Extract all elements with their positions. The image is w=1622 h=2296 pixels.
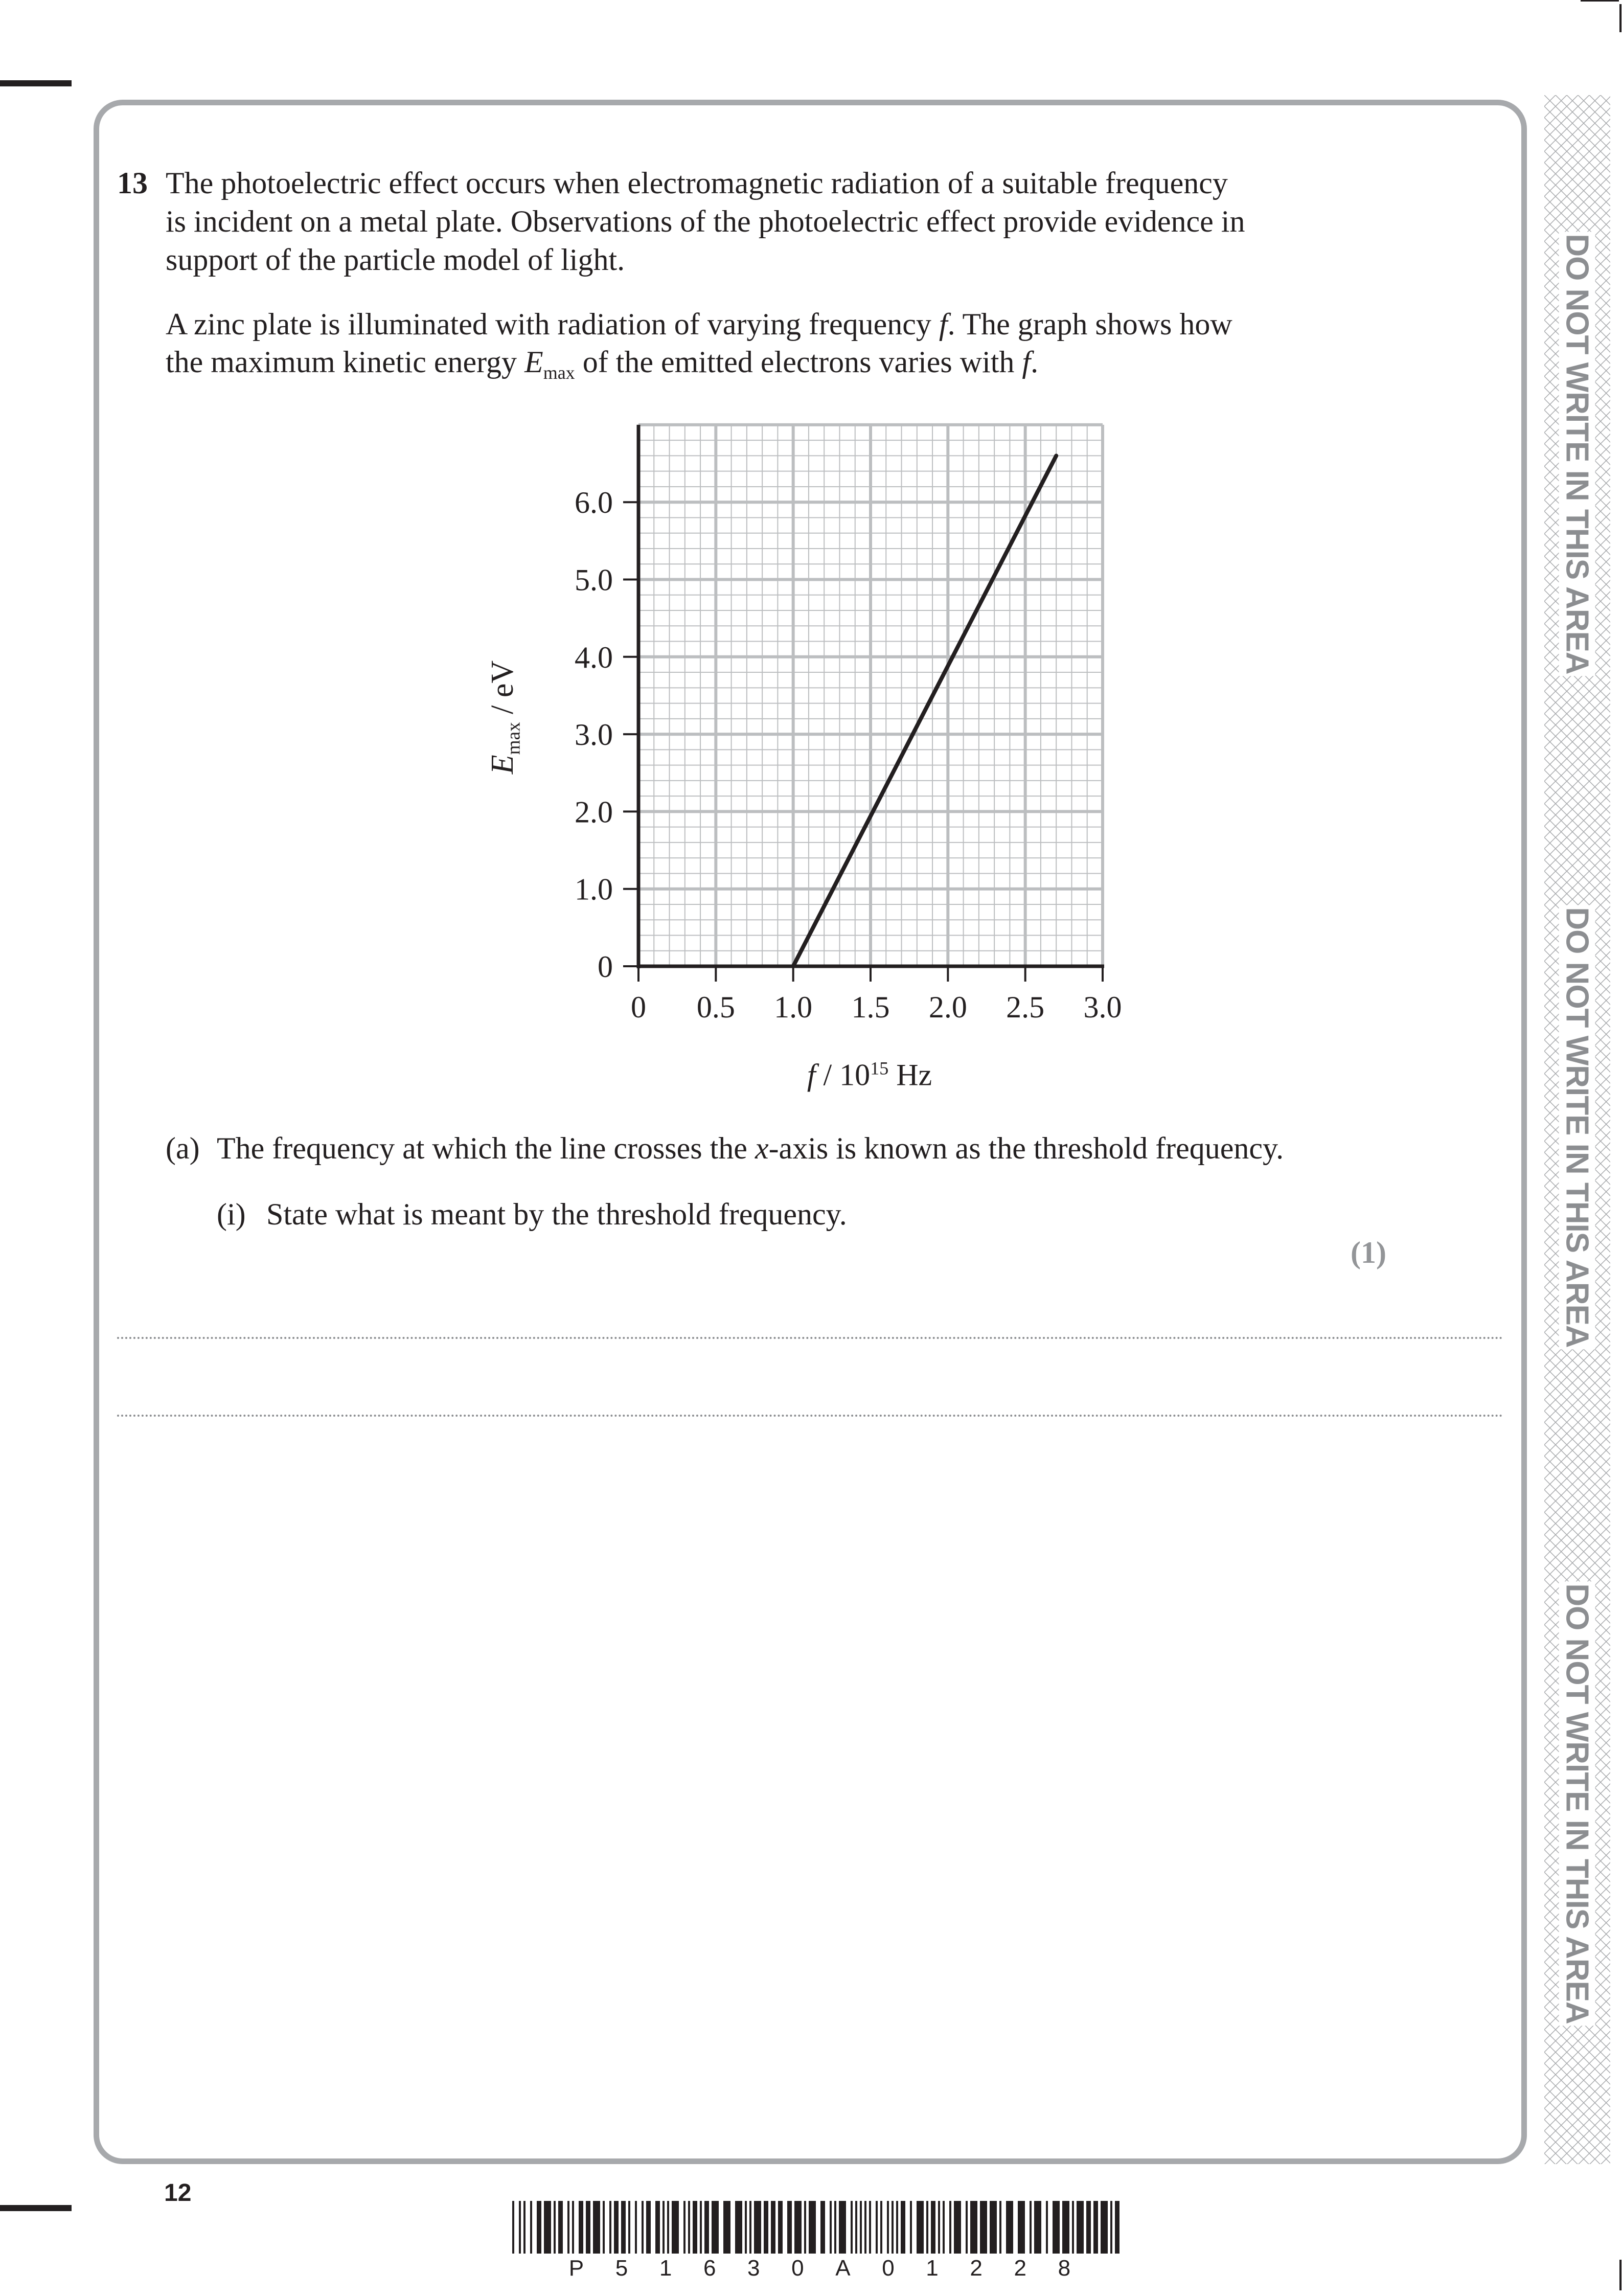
barcode-bar [642,2201,644,2254]
part-a-text [217,1133,1284,1164]
barcode-bar [864,2201,866,2254]
barcode-bar [820,2201,825,2254]
question-paragraph-line [166,347,1038,382]
subscript-max: max [543,362,575,383]
barcode-bar [949,2201,951,2254]
barcode-text [512,2256,1127,2281]
corner-mark-bottom-right-v [1619,2260,1621,2290]
page-number: 12 [164,2179,192,2207]
barcode-bar [896,2201,898,2254]
barcode-char: 8 [1058,2256,1071,2281]
marks-label: (1) [1351,1236,1386,1269]
barcode-bar [764,2201,768,2254]
barcode-bar [1062,2201,1069,2254]
x-tick-label: 2.5 [1006,990,1045,1024]
text: . The graph shows how [947,307,1232,341]
barcode-bar [621,2201,626,2254]
y-tick-label: 3.0 [575,718,613,752]
barcode-char: A [835,2256,851,2281]
barcode-bar [567,2201,569,2254]
barcode-bar [1077,2201,1084,2254]
barcode-bar [688,2201,690,2254]
barcode-char: 3 [747,2256,760,2281]
barcode-bar [523,2201,526,2254]
x-tick-label: 3.0 [1083,990,1122,1024]
text: The frequency at which the line crosses the [217,1131,755,1165]
barcode-bar [646,2201,651,2254]
barcode-char: 0 [882,2256,895,2281]
registration-mark-top-left [0,80,72,86]
barcode-bar [804,2201,806,2254]
barcode-bar [530,2201,532,2254]
text: A zinc plate is illuminated with radiation of varying frequency [166,307,939,341]
y-unit: / eV [485,660,520,722]
barcode-bar [1046,2201,1048,2254]
do-not-write-label: DO NOT WRITE IN THIS AREA [1559,232,1595,676]
barcode-bar [938,2201,940,2254]
barcode-bar [593,2201,600,2254]
barcode-bar [614,2201,619,2254]
barcode-bar [970,2201,977,2254]
barcode-bar [667,2201,669,2254]
var-E: E [524,345,543,379]
barcode-bar [745,2201,747,2254]
barcode-bar [1072,2201,1074,2254]
y-sub: max [503,722,524,755]
barcode-bar [544,2201,551,2254]
barcode-bar [1006,2201,1013,2254]
barcode-bar [1101,2201,1108,2254]
x-axis-label [807,1059,932,1090]
barcode-bar [901,2201,905,2254]
barcode-bar [887,2201,889,2254]
y-tick-label: 5.0 [575,563,613,597]
barcode-bar [834,2201,836,2254]
barcode-bar [579,2201,583,2254]
barcode-bar [558,2201,563,2254]
barcode-bar [980,2201,987,2254]
barcode-bar [910,2201,912,2254]
do-not-write-label: DO NOT WRITE IN THIS AREA [1559,905,1595,1349]
barcode-bar [787,2201,792,2254]
barcode-bar [990,2201,997,2254]
y-tick-label: 1.0 [575,872,613,906]
barcode-bar [1053,2201,1060,2254]
barcode-bar [778,2201,783,2254]
barcode-bar [966,2201,968,2254]
barcode-bar [554,2201,556,2254]
x-tick-label: 1.5 [851,990,890,1024]
answer-line[interactable] [117,1415,1503,1417]
text: the maximum kinetic energy [166,345,525,379]
corner-mark-top-right-h [1581,0,1619,2]
barcode-char: 2 [970,2256,983,2281]
y-tick-label: 0 [598,950,613,984]
x-tick-label: 0.5 [696,990,735,1024]
part-a-label: (a) [166,1131,200,1165]
corner-mark-top-right-v [1619,4,1621,32]
barcode-bar [860,2201,862,2254]
var-f: f [1022,345,1031,379]
answer-line[interactable] [117,1337,1503,1339]
y-tick-label: 2.0 [575,795,613,829]
y-tick-label: 4.0 [575,640,613,674]
x-tick-label: 2.0 [928,990,967,1024]
barcode-char: 5 [615,2256,628,2281]
barcode-char: 1 [926,2256,939,2281]
barcode-bar [693,2201,697,2254]
question-paragraph-line [166,309,1232,339]
barcode-bar [635,2201,637,2254]
emax-vs-frequency-graph [460,399,1176,1115]
do-not-write-label: DO NOT WRITE IN THIS AREA [1559,1581,1595,2026]
text: . [1031,345,1039,379]
text: of the emitted electrons varies with [575,345,1022,379]
barcode-bar [712,2201,719,2254]
part-i-label: (i) [217,1197,246,1231]
var-f: f [939,307,948,341]
barcode-bar [926,2201,928,2254]
barcode-bar [1093,2201,1098,2254]
barcode-bar [917,2201,924,2254]
x-text: / 10 [815,1058,871,1092]
barcode-bar [931,2201,935,2254]
barcode-bar [1115,2201,1120,2254]
barcode-bar [723,2201,730,2254]
barcode-bar [855,2201,857,2254]
registration-mark-bottom-left [0,2205,72,2211]
barcode-bar [628,2201,630,2254]
barcode-bar [572,2201,574,2254]
barcode-bar [672,2201,679,2254]
barcode [512,2201,1127,2254]
barcode-bar [839,2201,846,2254]
barcode-bar [954,2201,961,2254]
barcode-bar [519,2201,521,2254]
barcode-bar [749,2201,751,2254]
barcode-bar [1030,2201,1032,2254]
y-tick-label: 6.0 [575,486,613,520]
barcode-bar [851,2201,853,2254]
barcode-bar [892,2201,894,2254]
barcode-bar [603,2201,605,2254]
barcode-char: P [568,2256,584,2281]
barcode-char: 0 [791,2256,804,2281]
barcode-bar [1110,2201,1112,2254]
barcode-bar [512,2201,514,2254]
barcode-bar [876,2201,878,2254]
question-intro-line: is incident on a metal plate. Observations of the photoelectric effect provide evidence in [166,204,1245,238]
barcode-bar [794,2201,802,2254]
barcode-bar [869,2201,871,2254]
part-i-text: State what is meant by the threshold frequency. [266,1197,847,1231]
barcode-bar [655,2201,660,2254]
barcode-bar [1018,2201,1025,2254]
text: -axis is known as the threshold frequency. [768,1131,1284,1165]
barcode-bar [1086,2201,1091,2254]
barcode-bar [943,2201,945,2254]
x-tick-label: 1.0 [774,990,813,1024]
x-var: f [807,1058,816,1092]
x-sup: 15 [870,1058,889,1079]
question-intro-line: support of the particle model of light. [166,243,625,277]
barcode-bar [754,2201,761,2254]
barcode-bar [704,2201,709,2254]
barcode-bar [880,2201,882,2254]
y-var: E [485,755,520,775]
barcode-bar [683,2201,686,2254]
barcode-bar [809,2201,816,2254]
barcode-bar [999,2201,1001,2254]
barcode-bar [830,2201,832,2254]
barcode-bar [700,2201,702,2254]
barcode-bar [1034,2201,1041,2254]
x-unit: Hz [888,1058,932,1092]
x-tick-label: 0 [631,990,646,1024]
var-x: x [755,1131,769,1165]
barcode-char: 6 [703,2256,716,2281]
barcode-bar [735,2201,742,2254]
barcode-bar [609,2201,611,2254]
barcode-bar [586,2201,590,2254]
barcode-char: 1 [659,2256,672,2281]
y-axis-label [487,661,523,774]
question-intro-line: The photoelectric effect occurs when electromagnetic radiation of a suitable frequency [166,166,1228,200]
barcode-bar [662,2201,665,2254]
question-number: 13 [117,166,148,200]
barcode-bar [771,2201,775,2254]
barcode-bar [537,2201,541,2254]
barcode-char: 2 [1014,2256,1026,2281]
